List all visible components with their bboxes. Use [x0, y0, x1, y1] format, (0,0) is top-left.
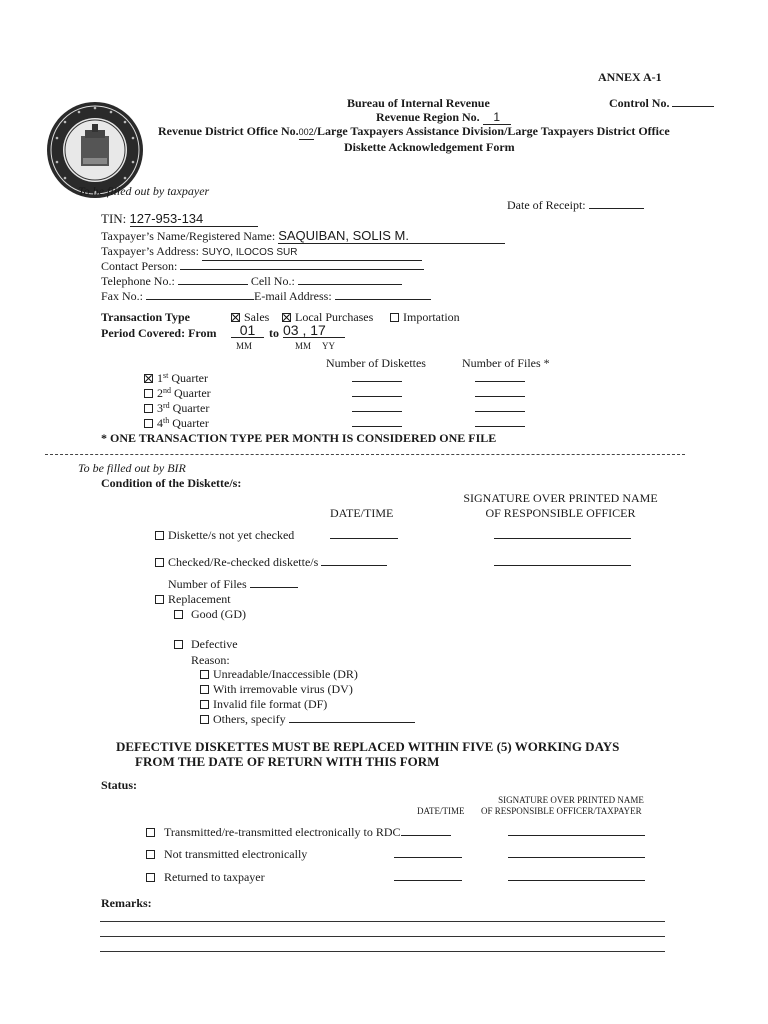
- period-to-field[interactable]: 03 , 17: [283, 323, 345, 338]
- remarks-line[interactable]: [100, 936, 665, 937]
- checkbox-icon: [174, 610, 183, 619]
- fax-field[interactable]: [101, 289, 431, 303]
- quarter-suffix: rd: [163, 401, 170, 410]
- checkbox-icon: [155, 558, 164, 567]
- checkbox-icon: [146, 873, 155, 882]
- quarter-number: 1: [157, 371, 163, 385]
- quarter-number: 3: [157, 401, 163, 415]
- remarks-line[interactable]: [100, 951, 665, 952]
- transaction-type-label: Transaction Type: [101, 310, 191, 324]
- replacement-label: Replacement: [168, 592, 231, 606]
- status-datetime-header: DATE/TIME: [417, 806, 465, 816]
- status-checkbox[interactable]: [146, 870, 265, 884]
- importation-checkbox[interactable]: [390, 310, 460, 324]
- checkbox-icon: [390, 313, 399, 322]
- office-line: [158, 124, 670, 140]
- checked-checkbox[interactable]: [155, 555, 387, 569]
- bir-section-label: To be filled out by BIR: [78, 461, 186, 475]
- to-yy-value: 17: [310, 322, 326, 338]
- quarter-suffix: st: [163, 371, 169, 380]
- region-label: Revenue Region No.: [376, 110, 480, 124]
- not-checked-signature[interactable]: [494, 528, 631, 542]
- diskettes-count-field[interactable]: [352, 416, 402, 430]
- name-label: Taxpayer’s Name/Registered Name:: [101, 229, 276, 243]
- signature-header-2: OF RESPONSIBLE OFFICER: [485, 506, 636, 520]
- checked-label: Checked/Re-checked diskette/s: [168, 555, 319, 569]
- address-value[interactable]: SUYO, ILOCOS SUR: [202, 246, 422, 261]
- cell-label: Cell No.:: [250, 274, 295, 288]
- reason-checkbox[interactable]: [200, 712, 415, 726]
- reason-label: Others, specify: [213, 712, 286, 726]
- annex-label: ANNEX A-1: [598, 70, 662, 84]
- quarter-checkbox[interactable]: [144, 401, 209, 415]
- file-count-note: * ONE TRANSACTION TYPE PER MONTH IS CONSIDERED ONE FILE: [101, 431, 497, 445]
- checkbox-icon: [146, 850, 155, 859]
- checkbox-icon: [155, 531, 164, 540]
- mm-caption-2: MM: [295, 341, 312, 351]
- checkbox-icon: [200, 685, 209, 694]
- form-title: Diskette Acknowledgement Form: [344, 140, 515, 154]
- quarter-checkbox[interactable]: [144, 371, 208, 385]
- warning-line-1: DEFECTIVE DISKETTES MUST BE REPLACED WITHIN FIVE (5) WORKING DAYS: [116, 739, 620, 754]
- diskettes-count-field[interactable]: [352, 386, 402, 400]
- checkbox-icon: [144, 389, 153, 398]
- num-files-label: Number of Files: [168, 577, 247, 591]
- status-checkbox[interactable]: [146, 825, 451, 839]
- checked-box-icon: [231, 313, 240, 322]
- status-signature-header-2: OF RESPONSIBLE OFFICER/TAXPAYER: [481, 806, 642, 816]
- office-prefix: Revenue District Office No.: [158, 124, 299, 138]
- quarter-checkbox[interactable]: [144, 416, 209, 430]
- signature-header-1: SIGNATURE OVER PRINTED NAME: [463, 491, 658, 505]
- to-mm-value: 03: [283, 322, 299, 338]
- telephone-label: Telephone No.:: [101, 274, 175, 288]
- reason-checkbox[interactable]: [200, 682, 353, 696]
- tin-field[interactable]: [101, 212, 258, 227]
- revenue-region: [376, 110, 511, 125]
- remarks-line[interactable]: [100, 921, 665, 922]
- quarter-word: Quarter: [174, 386, 211, 400]
- period-from-mm[interactable]: [231, 323, 264, 338]
- date-receipt-field[interactable]: [507, 198, 644, 212]
- status-signature-field[interactable]: [508, 870, 645, 884]
- date-receipt-label: Date of Receipt:: [507, 198, 586, 212]
- not-checked-label: Diskette/s not yet checked: [168, 528, 295, 542]
- checkbox-icon: [144, 404, 153, 413]
- reason-checkbox[interactable]: [200, 697, 327, 711]
- replacement-checkbox[interactable]: [155, 592, 231, 606]
- quarter-word: Quarter: [171, 371, 208, 385]
- quarter-suffix: th: [163, 416, 170, 425]
- checkbox-icon: [200, 700, 209, 709]
- condition-label: Condition of the Diskette/s:: [101, 476, 242, 490]
- status-signature-field[interactable]: [508, 847, 645, 861]
- diskettes-count-field[interactable]: [352, 401, 402, 415]
- tin-value[interactable]: 127-953-134: [130, 212, 258, 227]
- reason-label: Reason:: [191, 653, 230, 667]
- mm-caption: MM: [236, 341, 253, 351]
- email-label: E-mail Address:: [254, 289, 332, 303]
- control-label: Control No.: [609, 96, 670, 110]
- diskettes-count-field[interactable]: [352, 371, 402, 385]
- files-count-field[interactable]: [475, 401, 525, 415]
- status-datetime-field[interactable]: [394, 870, 462, 884]
- checkbox-icon: [144, 419, 153, 428]
- status-signature-field[interactable]: [508, 825, 645, 839]
- col-diskettes-header: Number of Diskettes: [326, 356, 426, 370]
- importation-label: Importation: [403, 310, 460, 324]
- status-signature-header-1: SIGNATURE OVER PRINTED NAME: [498, 795, 644, 805]
- files-count-field[interactable]: [475, 386, 525, 400]
- warning-line-2: FROM THE DATE OF RETURN WITH THIS FORM: [135, 754, 440, 769]
- period-covered-label: Period Covered: From: [101, 326, 217, 340]
- quarter-number: 2: [157, 386, 163, 400]
- files-count-field[interactable]: [475, 416, 525, 430]
- defective-checkbox[interactable]: [174, 637, 238, 651]
- agency-name: Bureau of Internal Revenue: [347, 96, 490, 110]
- checked-signature[interactable]: [494, 555, 631, 569]
- reason-label: Unreadable/Inaccessible (DR): [213, 667, 358, 681]
- region-value[interactable]: 1: [483, 110, 511, 125]
- good-label: Good (GD): [191, 607, 246, 621]
- status-datetime-field[interactable]: [394, 847, 462, 861]
- reason-label: Invalid file format (DF): [213, 697, 328, 711]
- contact-label: Contact Person:: [101, 259, 178, 273]
- defective-label: Defective: [191, 637, 238, 651]
- files-count-field[interactable]: [475, 371, 525, 385]
- checkbox-icon: [200, 670, 209, 679]
- quarter-word: Quarter: [172, 416, 209, 430]
- yy-caption: YY: [322, 341, 335, 351]
- to-label: to: [269, 326, 279, 340]
- status-item-label: Returned to taxpayer: [164, 870, 265, 884]
- good-checkbox[interactable]: [174, 607, 246, 621]
- fax-label: Fax No.:: [101, 289, 143, 303]
- number-of-files-field[interactable]: [168, 577, 298, 591]
- checked-box-icon: [144, 374, 153, 383]
- checkbox-icon: [174, 640, 183, 649]
- tin-label: TIN:: [101, 211, 127, 226]
- quarter-suffix: nd: [163, 386, 171, 395]
- reason-label: With irremovable virus (DV): [213, 682, 353, 696]
- telephone-field[interactable]: [101, 274, 402, 288]
- name-value[interactable]: SAQUIBAN, SOLIS M.: [278, 229, 505, 244]
- office-number[interactable]: 002: [299, 125, 314, 140]
- control-number-field[interactable]: [609, 96, 714, 110]
- quarter-number: 4: [157, 416, 163, 430]
- not-checked-datetime[interactable]: [330, 528, 398, 542]
- taxpayer-name-field[interactable]: [101, 229, 505, 244]
- section-divider: [45, 454, 685, 455]
- checkbox-icon: [146, 828, 155, 837]
- contact-person-field[interactable]: [101, 259, 424, 273]
- status-label: Status:: [101, 778, 138, 792]
- reason-checkbox[interactable]: [200, 667, 358, 681]
- not-checked-checkbox[interactable]: [155, 528, 294, 542]
- status-checkbox[interactable]: [146, 847, 307, 861]
- checkbox-icon: [200, 715, 209, 724]
- remarks-label: Remarks:: [101, 896, 152, 910]
- datetime-header: DATE/TIME: [330, 506, 394, 520]
- address-label: Taxpayer’s Address:: [101, 244, 199, 258]
- status-item-label: Not transmitted electronically: [164, 847, 308, 861]
- quarter-checkbox[interactable]: [144, 386, 211, 400]
- from-mm-value: 01: [231, 323, 264, 338]
- office-suffix: /Large Taxpayers Assistance Division/Large Taxpayers District Office: [313, 124, 670, 138]
- status-item-label: Transmitted/re-transmitted electronically to RDC: [164, 825, 401, 839]
- checkbox-icon: [155, 595, 164, 604]
- sales-label: Sales: [244, 310, 270, 324]
- col-files-header: Number of Files *: [462, 356, 550, 370]
- quarter-word: Quarter: [172, 401, 210, 415]
- taxpayer-section-label: To be filled out by taxpayer: [78, 184, 210, 198]
- checked-box-icon: [282, 313, 291, 322]
- local-purchases-label: Local Purchases: [295, 310, 374, 324]
